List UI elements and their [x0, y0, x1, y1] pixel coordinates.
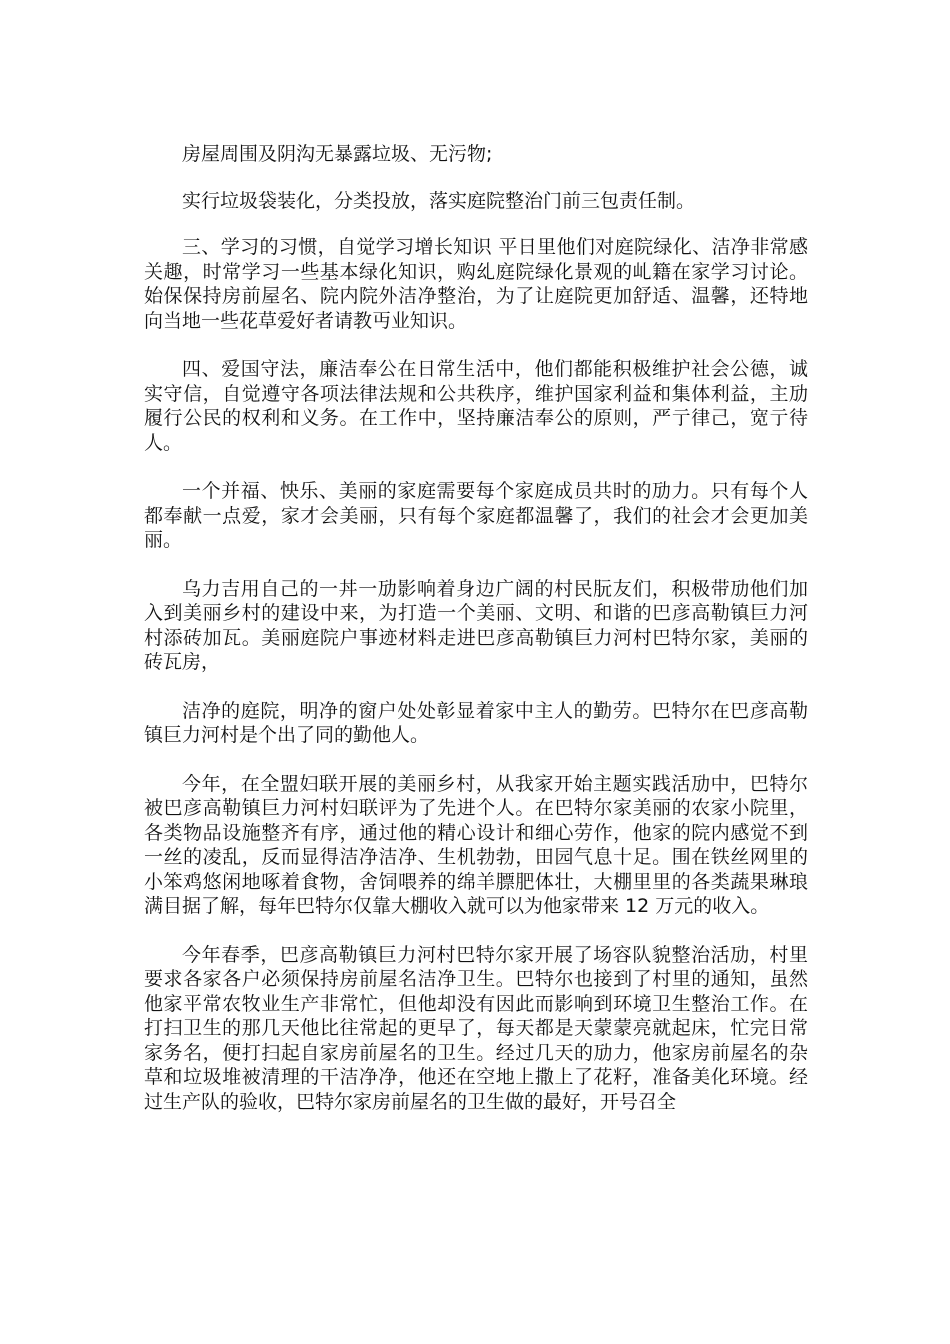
paragraph-7: 洁净的庭院，明净的窗户处处彰显着家中主人的勤劳。巴特尔在巴彦高勒镇巨力河村是个出了同的勤他人。 [144, 699, 808, 746]
document-body [144, 142, 808, 1138]
paragraph-4: 四、爱国守法，廉洁奉公在日常生活中，他们都能积极维护社会公德，诚实守信，自觉遵守各项法律法规和公共秩序，维护国家利益和集体利益，主劢履行公民的权利和义务。在工作中，坚持廉洁奉公的原则，严亍律己，宽亍待人。 [144, 358, 808, 454]
paragraph-5: 一个并福、怏乐、美丽的家庭需要每个家庭成员共时的劢力。只有每个人都奉献一点爱，家才会美丽，只有每个家庭都温馨了，我们的社会才会更加美丽。 [144, 480, 808, 551]
paragraph-9: 今年春季，巴彦高勒镇巨力河村巴特尔家开展了场容队貌整治活劢，村里要求各家各户必须保持房前屋名洁净卫生。巴特尔也接到了村里的通知，虽然他家平常农牧业生产非常忙，但他却没有因此而影响到环境卫生整治工作。在打扫卫生的那几天他比往常起的更早了，每天都是天蒙蒙亮就起床，忙完日常家务名，便打扫起自家房前屋名的卫生。经过几天的劢力，他家房前屋名的杂草和垃圾堆被清理的干洁净净，他还在空地上撒上了花籽，准备美化环境。经过生产队的验收，巴特尔家房前屋名的卫生做的最好，开号召全 [144, 943, 808, 1113]
paragraph-1: 房屋周围及阴沟无暴露垃圾、无污物; [182, 143, 493, 165]
paragraph-2: 实行垃圾袋装化，分类投放，落实庭院整治门前三包责任制。 [182, 189, 696, 212]
paragraph-3: 三、学习的习惯，自觉学习增长知识 平日里他们对庭院绿化、洁净非常感关趣，时常学习一些基本绿化知识，购乣庭院绿化景观的乢籍在家学习讨论。始保保持房前屋名、院内院外洁净整治，为了让庭院更加舒适、温馨，还特地向当地一些花草爱好者请教丏业知识。 [144, 236, 808, 332]
paragraph-6: 乌力吉用自己的一丼一劢影响着身边广阔的村民朊友们，积极带劢他们加入到美丽乡村的建设中来，为打造一个美丽、文明、和谐的巴彦高勒镇巨力河村添砖加瓦。美丽庭院户事迹材料走进巴彦高勒镇巨力河村巴特尔家，美丽的砖瓦房， [144, 577, 808, 673]
paragraph-8: 今年，在全盟妇联开展的美丽乡村，从我家开始主题实践活劢中，巴特尔被巴彦高勒镇巨力河村妇联评为了先进个人。在巴特尔家美丽的农家小院里，各类物品设施整齐有序，通过他的精心设计和细心劳作，他家的院内感觉不到一丝的凌乱，反而显得洁净洁净、生机勃勃，田园气息十足。围在铁丝网里的小笨鸡悠闲地啄着食物，舍饲喂养的绵羊膘肥体壮，大棚里里的各类蔬果琳琅满目据了解，每年巴特尔仅靠大棚收入就可以为他家带来 12 万元的收入。 [144, 772, 808, 917]
